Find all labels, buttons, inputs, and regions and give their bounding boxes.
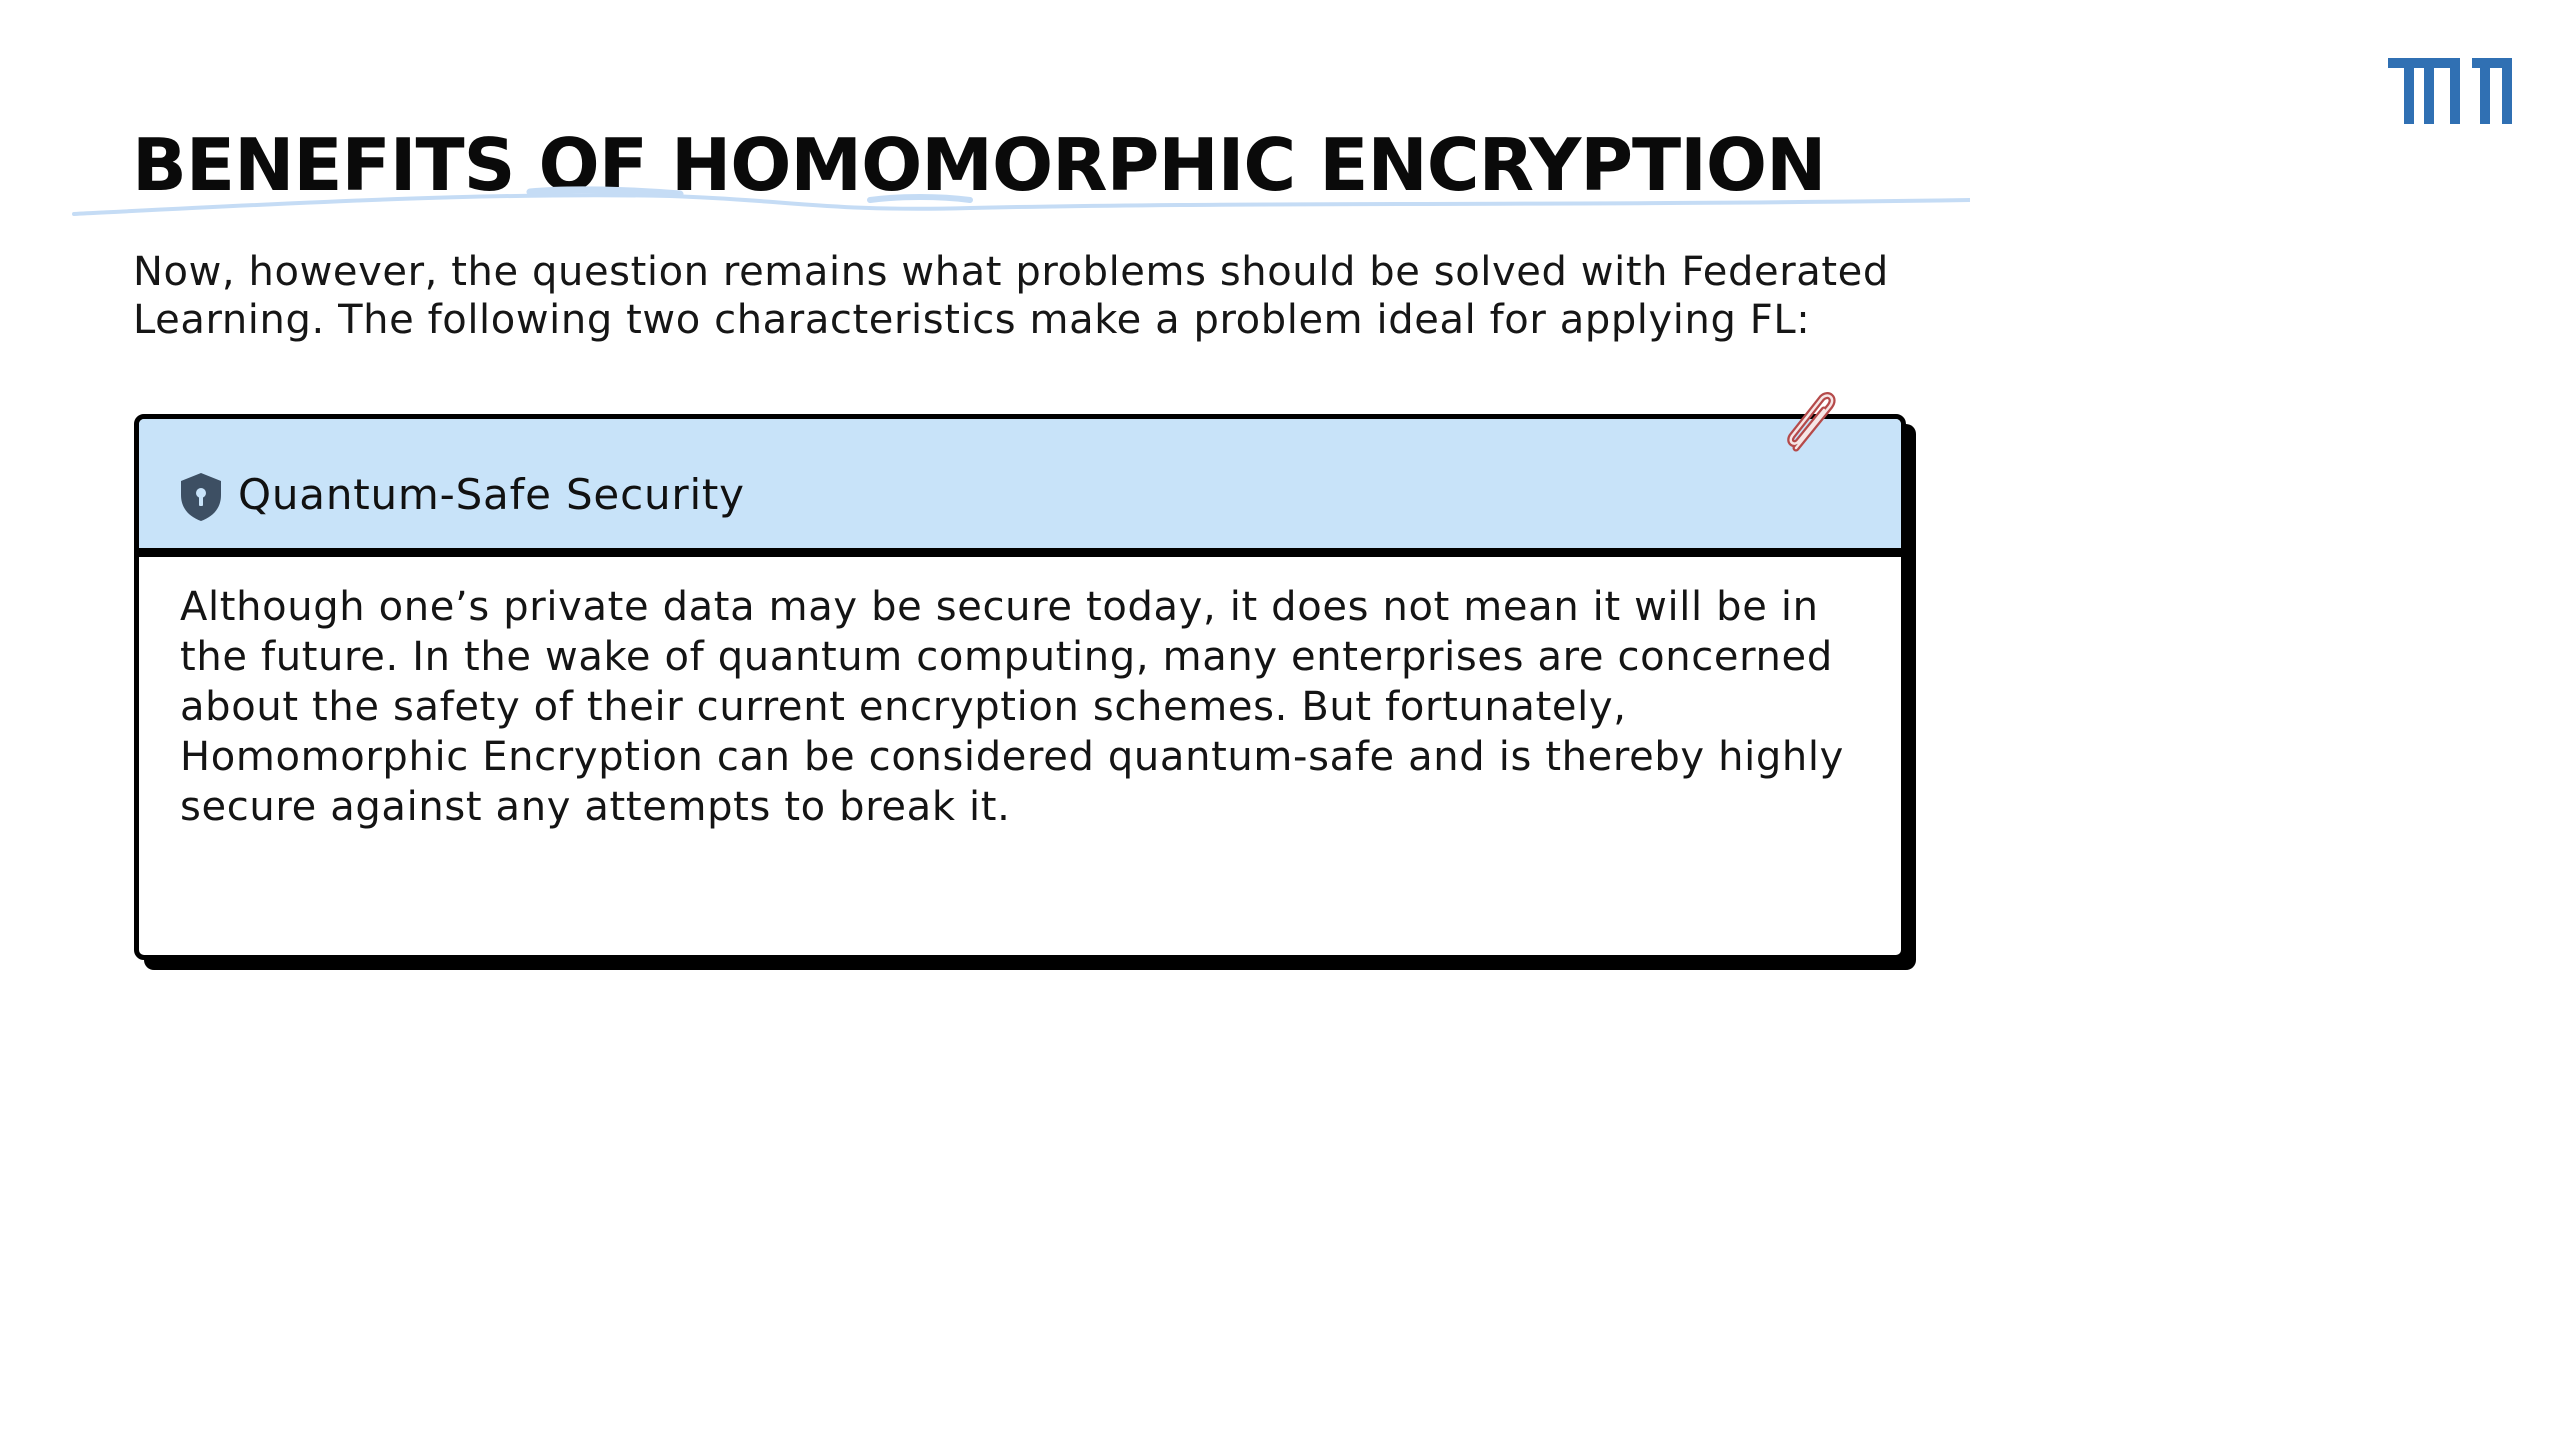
card-header <box>139 419 1901 557</box>
intro-text: Now, however, the question remains what problems should be solved with Federated Learning. The following two characteristics make a problem ideal for applying FL: <box>133 249 1889 343</box>
card-body-text: Although one’s private data may be secure today, it does not mean it will be in the future. In the wake of quantum computing, many enterprises are concerned about the safety of their current encryption schemes. But fortunately, Homomorphic Encryption can be considered quantum-safe and is thereby highly secure against any attempts to break it. <box>180 584 1845 830</box>
shield-lock-icon <box>179 471 223 523</box>
card-frame <box>134 414 1906 960</box>
tum-logo <box>2388 58 2512 124</box>
paperclip-icon <box>1782 390 1844 456</box>
info-card <box>134 414 1906 960</box>
slide-title: BENEFITS OF HOMOMORPHIC ENCRYPTION <box>132 123 1826 207</box>
card-title: Quantum-Safe Security <box>238 470 745 519</box>
title-underline <box>70 182 1970 222</box>
